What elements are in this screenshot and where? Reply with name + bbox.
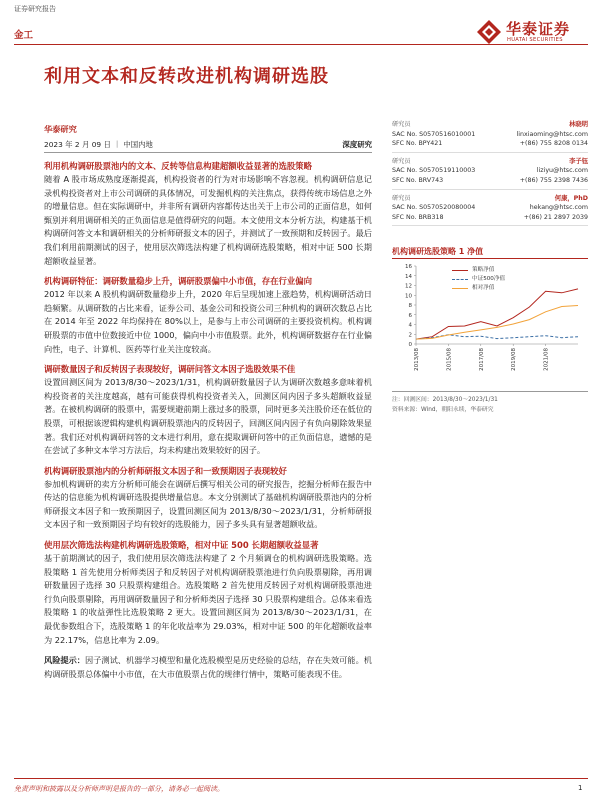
- analyst-block: [392, 194, 588, 227]
- section-body: 基于前期测试的因子，我们使用层次筛选法构建了 2 个月频调仓的机构调研选股策略。选股策略 1 首先使用分析师类因子和反转因子对机构调研股票池进行负向股票剔除，再用调研数量因子选择 30 只股票构建组合。选股策略 2 首先使用反转因子对机构调研股票池进行负向股票剔除，再用调研数量因子和分析师类因子选择 30 只股票构建组合。总体来看选股策略 1 的收益弹性比选股策略 2 更大。设置回测区间为 2013/8/30～2023/1/31，在最优参数组合下，选股策略 1 的年化收益率为 29.03%，相对中证 500 的年化超额收益率为 22.17%，信息比率为 2.09。: [44, 553, 372, 645]
- y-tick-label: 16: [405, 264, 412, 270]
- legend-item-csi500: [452, 275, 505, 284]
- chart-title: 机构调研选股策略 1 净值: [392, 247, 484, 256]
- y-tick-label: 14: [405, 273, 412, 280]
- huatai-logo-icon: [476, 19, 502, 45]
- main-body: [44, 160, 372, 681]
- report-meta: 2023 年 2 月 09 日 | 中国内地 深度研究: [44, 139, 372, 149]
- section-heading: 利用机构调研股票池内的文本、反转等信息构建超额收益显著的选股策略: [44, 161, 312, 171]
- report-date: 2023 年 2 月 09 日: [44, 140, 111, 149]
- analyst-sfc: SFC No. BRV743: [392, 176, 444, 184]
- section-1: [44, 160, 372, 268]
- header-rule: [14, 44, 588, 45]
- x-tick-label: 2015/08: [446, 348, 453, 371]
- report-title: 利用文本和反转改进机构调研选股: [44, 66, 329, 87]
- chart-source: 资料来源：Wind，朝阳永续，华泰研究: [392, 407, 494, 413]
- x-tick-label: 2013/08: [414, 348, 420, 371]
- legend-swatch: [452, 288, 468, 289]
- report-region: 中国内地: [123, 140, 153, 149]
- section-2: [44, 275, 372, 356]
- analyst-name: 林晓明: [569, 121, 588, 128]
- section-3: [44, 363, 372, 458]
- y-tick-label: 0: [408, 342, 412, 348]
- y-tick-label: 12: [405, 283, 412, 290]
- section-body: 参加机构调研的卖方分析师可能会在调研后撰写相关公司的研究报告，挖掘分析师在报告中传达的信息能为机构调研选股提供增量信息。本文分别测试了基础机构调研股票池内的分析师研报文本因子和一致预期因子，设置回测区间为 2013/8/30～2023/1/31，分析师研报文本因子和一致预期因子均有较好的选股能力，因子多头具有显著超额收益。: [44, 478, 372, 530]
- y-tick-label: 2: [408, 332, 412, 339]
- analyst-email[interactable]: hekang@htsc.com: [529, 204, 588, 212]
- section-heading: 机构调研股票池内的分析师研报文本因子和一致预期因子表现较好: [44, 465, 287, 476]
- meta-rule: [44, 152, 372, 153]
- analyst-phone: +(86) 755 2398 7436: [519, 176, 588, 184]
- analyst-phone: +(86) 755 8208 0134: [519, 140, 588, 148]
- x-tick-label: 2021/08: [543, 348, 550, 371]
- report-category: 深度研究: [342, 140, 372, 149]
- logo-cn: 华泰证券: [506, 20, 571, 38]
- analyst-sac: SAC No. S0570520080004: [392, 204, 476, 212]
- section-5: [44, 539, 372, 647]
- legend-swatch: [452, 279, 468, 280]
- analyst-block: [392, 120, 588, 153]
- legend-label: 中证500净值: [472, 276, 506, 282]
- legend-swatch: [452, 270, 468, 271]
- chart-bottom-rule: [392, 391, 588, 392]
- y-tick-label: 6: [408, 312, 412, 319]
- legend-item-strategy: [452, 266, 505, 275]
- analyst-name: 何康，PhD: [554, 194, 588, 202]
- x-tick-label: 2017/08: [478, 348, 485, 371]
- section-body: 设置回测区间为 2013/8/30～2023/1/31，机构调研数量因子认为调研次数越多意味着机构投资者的关注度越高，越有可能获得机构投资者关入，回测区间内因子多头超额收益显著。在被机构调研的股票中，需要规避前期上涨过多的股票，同时更多关注股价还在低位的股票，可根据该逻辑构建机构调研股票池内的反转因子，回测区间内因子有负向剔除效果显著。我们还对机构调研问答的文本进行利用，意在提取调研问答中的正负面信息，遗憾的是在尝试了多种文本学习方法后，均未构建出效果较好的因子。: [44, 377, 372, 456]
- risk-text: 因子测试、机器学习模型和量化选股模型是历史经验的总结，存在失效可能。机构调研股票总体偏中小市值，在大市值股票占优的规律行情中，策略可能表现不佳。: [44, 655, 372, 679]
- logo-en: HUATAI SECURITIES: [507, 37, 563, 43]
- analyst-phone: +(86) 21 2897 2039: [523, 213, 588, 221]
- analyst-name: 李子钰: [569, 157, 588, 165]
- logo: [476, 17, 586, 47]
- analyst-role: 研究员: [392, 194, 411, 202]
- footer-rule: [14, 778, 588, 779]
- analyst-sac: SAC No. S0570516010001: [392, 130, 476, 138]
- analyst-role: 研究员: [392, 157, 411, 165]
- y-tick-label: 10: [405, 293, 412, 300]
- section-body: 随着 A 股市场成熟度逐渐提高，机构投资者的行为对市场影响不容忽视。机构调研信息记录机构投资者对上市公司调研的具体情况，可发掘机构的关注焦点，获得传统市场信息之外的增量信息。但在实际调研中，并非所有调研内容都传达出关于上市公司的正面信息，如何甄别并利用调研相关的正负面信息是值得研究的问题。本文使用文本分析方法，构建基于机构调研问答文本和调研相关的分析师研报文本的因子，并测试了一致预期和反转因子。最后我们利用前期测试的因子，使用层次筛选法构建了机构调研选股策略，相对中证 500 长期超额收益显著。: [44, 174, 372, 266]
- footer-disclaimer: 免责声明和披露以及分析师声明是报告的一部分，请务必一起阅读。: [14, 785, 224, 793]
- section-heading: 使用层次筛选法构建机构调研选股策略，相对中证 500 长期超额收益显著: [44, 540, 319, 551]
- legend-item-relative: [452, 284, 505, 293]
- analyst-role: 研究员: [392, 121, 411, 128]
- section-heading: 机构调研特征：调研数量稳步上升，调研股票偏中小市值，存在行业偏向: [44, 276, 312, 287]
- risk-label: 风险提示：: [44, 655, 85, 666]
- section-4: [44, 465, 372, 532]
- analyst-sfc: SFC No. BRB318: [392, 213, 444, 221]
- chart-note: 注：回测区间：2013/8/30～2023/1/31: [392, 397, 498, 403]
- research-label: 华泰研究: [44, 124, 77, 134]
- y-tick-label: 8: [408, 303, 412, 309]
- chart-legend: [452, 266, 505, 293]
- section-label: 金工: [14, 30, 34, 41]
- risk-warning: [44, 654, 372, 681]
- section-heading: 调研数量因子和反转因子表现较好，调研问答文本因子选股效果不佳: [44, 364, 296, 375]
- x-tick-label: 2019/08: [511, 348, 518, 371]
- legend-label: 策略净值: [472, 267, 495, 273]
- analyst-sac: SAC No. S0570519110003: [392, 167, 476, 175]
- analyst-panel: [392, 120, 588, 226]
- y-tick-label: 4: [408, 322, 412, 329]
- analyst-email[interactable]: linxiaoming@htsc.com: [516, 130, 588, 138]
- chart-title-rule: [392, 258, 588, 259]
- page-number: 1: [578, 784, 583, 792]
- analyst-block: [392, 157, 588, 190]
- legend-label: 相对净值: [472, 285, 495, 291]
- report-type-label: 证券研究报告: [14, 5, 56, 13]
- analyst-email[interactable]: liziyu@htsc.com: [536, 167, 588, 175]
- analyst-sfc: SFC No. BPY421: [392, 140, 443, 148]
- series-line-3: [416, 306, 578, 340]
- series-line-1: [416, 289, 578, 339]
- section-body: 2012 年以来 A 股机构调研数量稳步上升，2020 年后呈现加速上涨趋势，机构调研活动日趋频繁。从调研数的占比来看，证券公司、基金公司和投资公司三种机构的调研次数总占比在 2014 年至 2022 年均保持在 80%以上，是参与上市公司调研的主要投资机构。机构调研股票的市值中位数接近中位 1000，偏向中小市值股票。此外，机构调研数据存在行业偏向性，电子、计算机、医药等行业关注度较高。: [44, 289, 372, 354]
